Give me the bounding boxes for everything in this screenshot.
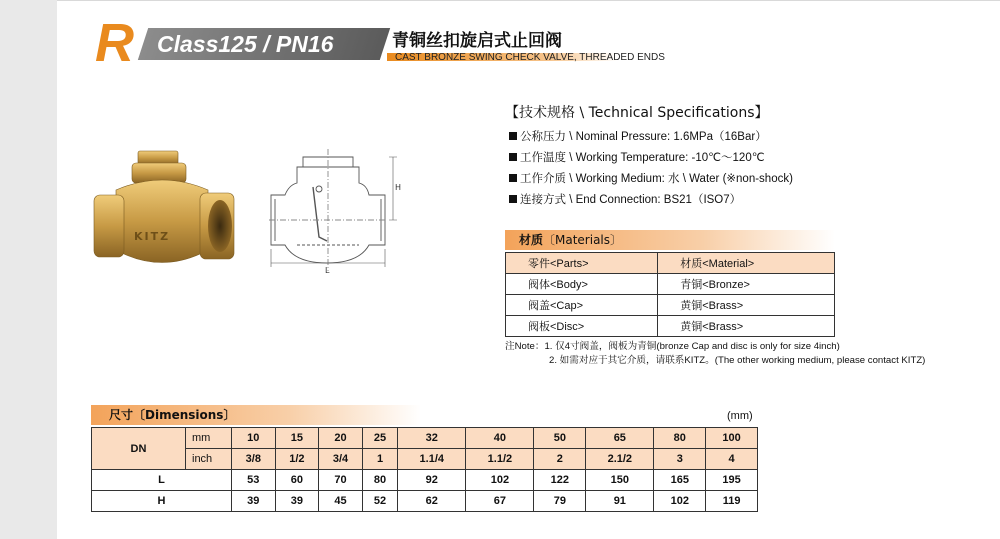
drawing-label-l: L <box>325 266 330 275</box>
spec-item: 公称压力 \ Nominal Pressure: 1.6MPa（16Bar） <box>509 127 793 148</box>
mm-label: mm <box>186 428 232 449</box>
square-bullet-icon <box>509 132 517 140</box>
table-row-h: H 39 39 45 52 62 67 79 91 102 119 <box>92 491 758 512</box>
kitz-marking: KITZ <box>134 230 171 243</box>
spec-title: 【技术规格 \ Technical Specifications】 <box>505 105 769 121</box>
dimensions-unit: (mm) <box>727 410 753 422</box>
table-row: 阀板<Disc> 黄铜<Brass> <box>506 316 835 337</box>
table-row-inch: inch 3/8 1/2 3/4 1 1.1/4 1.1/2 2 2.1/2 3 4 <box>92 449 758 470</box>
table-header-row: 零件<Parts> 材质<Material> <box>506 253 835 274</box>
drawing-label-h: H <box>395 183 402 192</box>
dimensions-table <box>91 427 758 512</box>
spec-item: 工作温度 \ Working Temperature: -10℃～120℃ <box>509 148 793 169</box>
h-label: H <box>92 491 232 512</box>
table-row-l: L 53 60 70 80 92 102 122 150 165 195 <box>92 470 758 491</box>
table-row-mm: DN mm 10 15 20 25 32 40 50 65 80 100 <box>92 428 758 449</box>
materials-heading: 材质〔Materials〕 <box>505 230 835 250</box>
l-label: L <box>92 470 232 491</box>
valve-photo <box>92 145 237 275</box>
valve-drawing <box>267 145 407 275</box>
spec-item: 工作介质 \ Working Medium: 水 \ Water (※non-shock) <box>509 169 793 190</box>
spec-item: 连接方式 \ End Connection: BS21（ISO7） <box>509 190 793 211</box>
header-letter: R <box>95 13 134 73</box>
square-bullet-icon <box>509 195 517 203</box>
inch-label: inch <box>186 449 232 470</box>
table-row: 阀体<Body> 青铜<Bronze> <box>506 274 835 295</box>
materials-notes: 注Note：1. 仅4寸阀盖，阀板为青铜(bronze Cap and disc is only for size 4inch) 2. 如需对应于其它介质，请联系KITZ。(The other working medium, please contact KITZ) <box>505 341 926 366</box>
spec-list <box>509 127 793 211</box>
square-bullet-icon <box>509 153 517 161</box>
dimensions-heading: 尺寸〔Dimensions〕 <box>91 405 421 425</box>
title-cn: 青铜丝扣旋启式止回阀 <box>392 31 562 51</box>
catalog-page <box>57 0 1000 539</box>
materials-table <box>505 252 835 337</box>
class-label: Class125 / PN16 <box>157 31 334 57</box>
square-bullet-icon <box>509 174 517 182</box>
table-row: 阀盖<Cap> 黄铜<Brass> <box>506 295 835 316</box>
title-en: CAST BRONZE SWING CHECK VALVE, THREADED ENDS <box>395 52 665 63</box>
top-border <box>57 0 1000 1</box>
dn-label: DN <box>92 428 186 470</box>
